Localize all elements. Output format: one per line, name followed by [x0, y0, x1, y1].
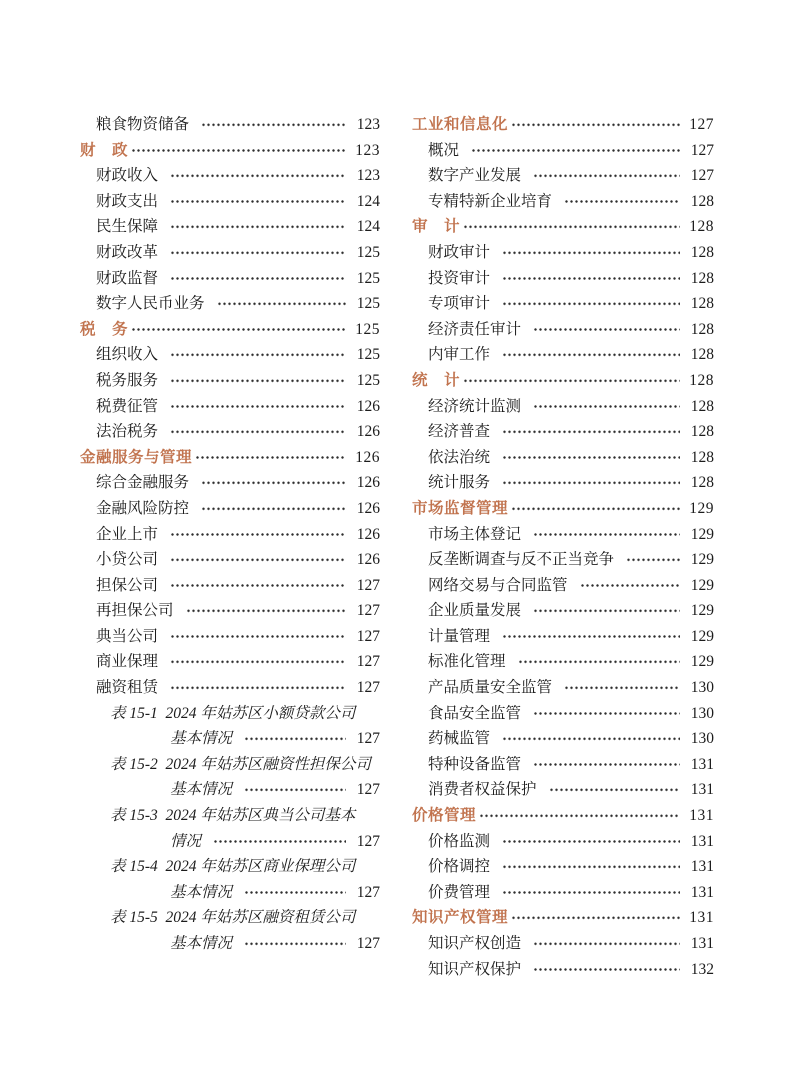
- page-number: 124: [356, 192, 380, 210]
- toc-section-row: [412, 905, 714, 931]
- toc-entry-label: 企业上市: [96, 525, 159, 543]
- toc-entry-label: 专精特新企业培育: [428, 192, 553, 210]
- page-number: 132: [690, 960, 714, 978]
- toc-entry-row: [412, 624, 714, 650]
- page-number: 131: [689, 909, 714, 927]
- toc-entry-row: [80, 214, 380, 240]
- page-number: 128: [690, 269, 714, 287]
- toc-entry-row: [80, 675, 380, 701]
- page-number: 128: [690, 423, 714, 441]
- toc-entry-row: [412, 291, 714, 317]
- toc-entry-label: 反垄断调查与反不正当竞争: [428, 551, 615, 569]
- page-number: 127: [689, 116, 714, 133]
- dot-leader: [201, 112, 346, 138]
- dot-leader: [463, 214, 680, 240]
- toc-entry-label: 税务服务: [96, 371, 159, 389]
- toc-entry-label: 投资审计: [428, 269, 491, 287]
- dot-leader: [170, 394, 346, 420]
- toc-entry-row: [412, 880, 714, 906]
- page-number: 124: [356, 218, 380, 236]
- dot-leader: [502, 880, 680, 906]
- page-number: 126: [356, 474, 380, 492]
- toc-entry-row: [412, 445, 714, 471]
- page-number: 131: [690, 832, 714, 850]
- page-number: 127: [356, 627, 380, 645]
- toc-entry-row: [80, 419, 380, 445]
- page-number: 129: [690, 653, 714, 671]
- page-number: 128: [690, 192, 714, 210]
- dot-leader: [533, 598, 680, 624]
- toc-section-row: [80, 138, 380, 164]
- toc-entry-row: [80, 522, 380, 548]
- dot-leader: [511, 496, 680, 522]
- toc-entry-row: [80, 573, 380, 599]
- toc-entry-label: 经济统计监测: [428, 397, 522, 415]
- toc-entry-row: [412, 189, 714, 215]
- dot-leader: [533, 317, 680, 343]
- page-number: 126: [356, 423, 380, 441]
- toc-entry-label: 统计服务: [428, 474, 491, 492]
- toc-entry-row: [80, 266, 380, 292]
- toc-entry-label: 基本情况: [170, 935, 233, 952]
- page-number: 127: [356, 832, 380, 850]
- dot-leader: [479, 803, 680, 829]
- toc-entry-label: 工业和信息化: [412, 116, 509, 133]
- page-number: 128: [690, 448, 714, 466]
- toc-entry-label: 消费者权益保护: [428, 781, 537, 799]
- dot-leader: [502, 726, 680, 752]
- dot-leader: [626, 547, 680, 573]
- toc-entry-label: 表 15-1 2024 年姑苏区小额贷款公司: [110, 704, 356, 722]
- toc-entry-label: 表 15-2 2024 年姑苏区融资性担保公司: [110, 755, 371, 773]
- dot-leader: [511, 905, 680, 931]
- toc-entry-row: [412, 598, 714, 624]
- toc-entry-label: 依法治统: [428, 448, 491, 466]
- dot-leader: [533, 522, 680, 548]
- page-number: 127: [356, 653, 380, 671]
- toc-entry-row: [412, 854, 714, 880]
- page-number: 128: [690, 474, 714, 492]
- dot-leader: [170, 342, 346, 368]
- page-number: 128: [690, 346, 714, 364]
- toc-entry-label: 药械监管: [428, 730, 491, 748]
- toc-entry-row: [80, 368, 380, 394]
- dot-leader: [217, 291, 346, 317]
- page-number: 129: [690, 627, 714, 645]
- page-number: 128: [690, 243, 714, 261]
- page-number: 125: [356, 269, 380, 287]
- toc-entry-label: 特种设备监管: [428, 755, 522, 773]
- toc-entry-row: [412, 266, 714, 292]
- toc-entry-row: [412, 931, 714, 957]
- page-number: 127: [356, 730, 380, 748]
- toc-entry-label: 小贷公司: [96, 551, 159, 569]
- page-number: 128: [690, 397, 714, 415]
- toc-entry-label: 表 15-4 2024 年姑苏区商业保理公司: [110, 858, 356, 876]
- toc-section-row: [412, 803, 714, 829]
- dot-leader: [564, 675, 680, 701]
- toc-entry-row: [412, 726, 714, 752]
- dot-leader: [131, 138, 346, 164]
- page-number: 123: [356, 116, 380, 133]
- toc-section-row: [80, 317, 380, 343]
- page-number: 129: [690, 602, 714, 620]
- page-number: 131: [690, 935, 714, 952]
- dot-leader: [131, 317, 346, 343]
- toc-entry-label: 金融服务与管理: [80, 448, 193, 466]
- toc-entry-label: 表 15-3 2024 年姑苏区典当公司基本: [110, 807, 356, 825]
- toc-entry-row: [80, 291, 380, 317]
- toc-entry-row: [412, 317, 714, 343]
- dot-leader: [502, 419, 680, 445]
- toc-table-caption-row: [80, 777, 380, 803]
- toc-table-caption-row: [80, 854, 380, 880]
- dot-leader: [170, 368, 346, 394]
- dot-leader: [186, 598, 346, 624]
- page-number: 131: [689, 807, 714, 825]
- page-number: 128: [690, 295, 714, 313]
- dot-leader: [170, 189, 346, 215]
- dot-leader: [518, 649, 680, 675]
- toc-entry-label: 财政监督: [96, 269, 159, 287]
- toc-entry-row: [412, 675, 714, 701]
- toc-section-row: [412, 112, 714, 138]
- page-number: 126: [356, 551, 380, 569]
- dot-leader: [244, 931, 346, 957]
- toc-entry-label: 财政支出: [96, 192, 159, 210]
- toc-entry-label: 价格调控: [428, 858, 491, 876]
- toc-entry-row: [80, 342, 380, 368]
- page-number: 131: [690, 858, 714, 876]
- dot-leader: [170, 624, 346, 650]
- page-number: 127: [356, 781, 380, 799]
- page-number: 126: [356, 397, 380, 415]
- dot-leader: [170, 649, 346, 675]
- dot-leader: [195, 445, 346, 471]
- dot-leader: [549, 777, 680, 803]
- page-number: 127: [356, 883, 380, 901]
- dot-leader: [533, 931, 680, 957]
- toc-entry-label: 数字产业发展: [428, 167, 522, 185]
- toc-entry-label: 计量管理: [428, 627, 491, 645]
- toc-entry-row: [412, 829, 714, 855]
- dot-leader: [201, 470, 346, 496]
- page-number: 127: [356, 576, 380, 594]
- page-number: 123: [355, 141, 380, 159]
- toc-entry-label: 财 政: [80, 141, 129, 159]
- dot-leader: [502, 291, 680, 317]
- toc-table-caption-row: [80, 803, 380, 829]
- toc-entry-label: 企业质量发展: [428, 602, 522, 620]
- toc-entry-label: 税费征管: [96, 397, 159, 415]
- page-number: 127: [690, 167, 714, 185]
- toc-entry-label: 市场主体登记: [428, 525, 522, 543]
- page-number: 127: [356, 935, 380, 952]
- toc-table-caption-row: [80, 931, 380, 957]
- toc-entry-label: 概况: [428, 141, 460, 159]
- page-number: 127: [356, 602, 380, 620]
- dot-leader: [244, 880, 346, 906]
- toc-entry-label: 粮食物资储备: [96, 116, 190, 133]
- page-number: 125: [356, 346, 380, 364]
- toc-entry-label: 经济普查: [428, 423, 491, 441]
- page-number: 129: [690, 551, 714, 569]
- toc-table-caption-row: [80, 829, 380, 855]
- page-number: 123: [356, 167, 380, 185]
- toc-entry-label: 标准化管理: [428, 653, 506, 671]
- toc-column-left: [80, 112, 380, 957]
- toc-entry-label: 税 务: [80, 320, 129, 338]
- toc-entry-label: 知识产权创造: [428, 935, 522, 952]
- toc-section-row: [412, 214, 714, 240]
- toc-table-caption-row: [80, 880, 380, 906]
- toc-entry-row: [80, 394, 380, 420]
- toc-entry-label: 经济责任审计: [428, 320, 522, 338]
- toc-entry-row: [80, 240, 380, 266]
- toc-entry-row: [80, 189, 380, 215]
- dot-leader: [170, 240, 346, 266]
- toc-entry-row: [412, 138, 714, 164]
- toc-section-row: [80, 445, 380, 471]
- toc-entry-label: 产品质量安全监管: [428, 679, 553, 697]
- dot-leader: [213, 829, 346, 855]
- dot-leader: [533, 394, 680, 420]
- toc-entry-label: 商业保理: [96, 653, 159, 671]
- dot-leader: [170, 419, 346, 445]
- page-number: 129: [690, 576, 714, 594]
- toc-entry-row: [412, 752, 714, 778]
- toc-entry-row: [412, 394, 714, 420]
- toc-entry-row: [412, 957, 714, 983]
- dot-leader: [170, 214, 346, 240]
- toc-entry-label: 民生保障: [96, 218, 159, 236]
- toc-entry-row: [80, 163, 380, 189]
- dot-leader: [502, 240, 680, 266]
- page-number: 128: [689, 371, 714, 389]
- toc-entry-label: 食品安全监管: [428, 704, 522, 722]
- toc-entry-row: [80, 470, 380, 496]
- toc-entry-label: 法治税务: [96, 423, 159, 441]
- toc-entry-label: 知识产权管理: [412, 909, 509, 927]
- page-number: 128: [690, 320, 714, 338]
- page-number: 130: [690, 730, 714, 748]
- toc-entry-row: [412, 419, 714, 445]
- toc-entry-label: 再担保公司: [96, 602, 174, 620]
- toc-entry-row: [80, 624, 380, 650]
- toc-entry-label: 金融风险防控: [96, 499, 190, 517]
- page-number: 127: [690, 141, 714, 159]
- dot-leader: [533, 957, 680, 983]
- dot-leader: [502, 342, 680, 368]
- dot-leader: [502, 624, 680, 650]
- dot-leader: [471, 138, 680, 164]
- dot-leader: [170, 573, 346, 599]
- page-number: 130: [690, 704, 714, 722]
- toc-entry-label: 基本情况: [170, 781, 233, 799]
- toc-entry-label: 审 计: [412, 218, 461, 236]
- page-number: 126: [356, 499, 380, 517]
- dot-leader: [502, 854, 680, 880]
- dot-leader: [533, 752, 680, 778]
- toc-entry-label: 基本情况: [170, 883, 233, 901]
- dot-leader: [502, 829, 680, 855]
- dot-leader: [511, 112, 680, 138]
- dot-leader: [244, 726, 346, 752]
- toc-entry-row: [412, 701, 714, 727]
- dot-leader: [170, 522, 346, 548]
- toc-entry-label: 情况: [170, 832, 202, 850]
- toc-entry-label: 财政收入: [96, 167, 159, 185]
- toc-entry-label: 财政审计: [428, 243, 491, 261]
- dot-leader: [580, 573, 680, 599]
- toc-entry-label: 专项审计: [428, 295, 491, 313]
- toc-entry-row: [412, 522, 714, 548]
- toc-entry-label: 价费管理: [428, 883, 491, 901]
- dot-leader: [170, 163, 346, 189]
- page-number: 127: [356, 679, 380, 697]
- page-number: 125: [355, 320, 380, 338]
- page-number: 128: [689, 218, 714, 236]
- dot-leader: [170, 266, 346, 292]
- toc-entry-label: 典当公司: [96, 627, 159, 645]
- toc-entry-label: 网络交易与合同监管: [428, 576, 568, 594]
- toc-entry-label: 融资租赁: [96, 679, 159, 697]
- dot-leader: [463, 368, 680, 394]
- toc-entry-row: [412, 573, 714, 599]
- toc-entry-row: [80, 547, 380, 573]
- dot-leader: [502, 445, 680, 471]
- dot-leader: [564, 189, 680, 215]
- toc-entry-row: [412, 240, 714, 266]
- page-number: 131: [690, 755, 714, 773]
- toc-column-right: [412, 112, 714, 982]
- dot-leader: [201, 496, 346, 522]
- toc-entry-label: 市场监督管理: [412, 499, 509, 517]
- toc-entry-label: 综合金融服务: [96, 474, 190, 492]
- toc-entry-label: 基本情况: [170, 730, 233, 748]
- toc-entry-row: [80, 496, 380, 522]
- toc-entry-label: 价格监测: [428, 832, 491, 850]
- page-number: 125: [356, 371, 380, 389]
- dot-leader: [533, 163, 680, 189]
- page-number: 125: [356, 243, 380, 261]
- toc-entry-label: 数字人民币业务: [96, 295, 205, 313]
- toc-table-caption-row: [80, 905, 380, 931]
- page-number: 125: [356, 295, 380, 313]
- toc-entry-row: [80, 112, 380, 138]
- dot-leader: [502, 266, 680, 292]
- toc-entry-label: 价格管理: [412, 807, 477, 825]
- page-number: 129: [690, 525, 714, 543]
- toc-table-caption-row: [80, 752, 380, 778]
- dot-leader: [170, 547, 346, 573]
- dot-leader: [502, 470, 680, 496]
- toc-entry-label: 组织收入: [96, 346, 159, 364]
- toc-section-row: [412, 496, 714, 522]
- toc-entry-label: 内审工作: [428, 346, 491, 364]
- toc-entry-label: 知识产权保护: [428, 960, 522, 978]
- page-number: 131: [690, 883, 714, 901]
- dot-leader: [533, 701, 680, 727]
- toc-entry-row: [412, 649, 714, 675]
- dot-leader: [170, 675, 346, 701]
- toc-table-caption-row: [80, 726, 380, 752]
- toc-entry-row: [412, 163, 714, 189]
- toc-entry-row: [412, 342, 714, 368]
- toc-entry-row: [412, 470, 714, 496]
- toc-entry-label: 统 计: [412, 371, 461, 389]
- toc-entry-row: [80, 649, 380, 675]
- toc-entry-row: [412, 777, 714, 803]
- toc-entry-label: 表 15-5 2024 年姑苏区融资租赁公司: [110, 909, 356, 927]
- toc-entry-label: 担保公司: [96, 576, 159, 594]
- toc-entry-label: 财政改革: [96, 243, 159, 261]
- toc-table-caption-row: [80, 701, 380, 727]
- toc-entry-row: [80, 598, 380, 624]
- page-number: 129: [689, 499, 714, 517]
- page-number: 130: [690, 679, 714, 697]
- dot-leader: [244, 777, 346, 803]
- page-number: 126: [356, 525, 380, 543]
- page-number: 131: [690, 781, 714, 799]
- toc-section-row: [412, 368, 714, 394]
- page-number: 126: [355, 448, 380, 466]
- toc-entry-row: [412, 547, 714, 573]
